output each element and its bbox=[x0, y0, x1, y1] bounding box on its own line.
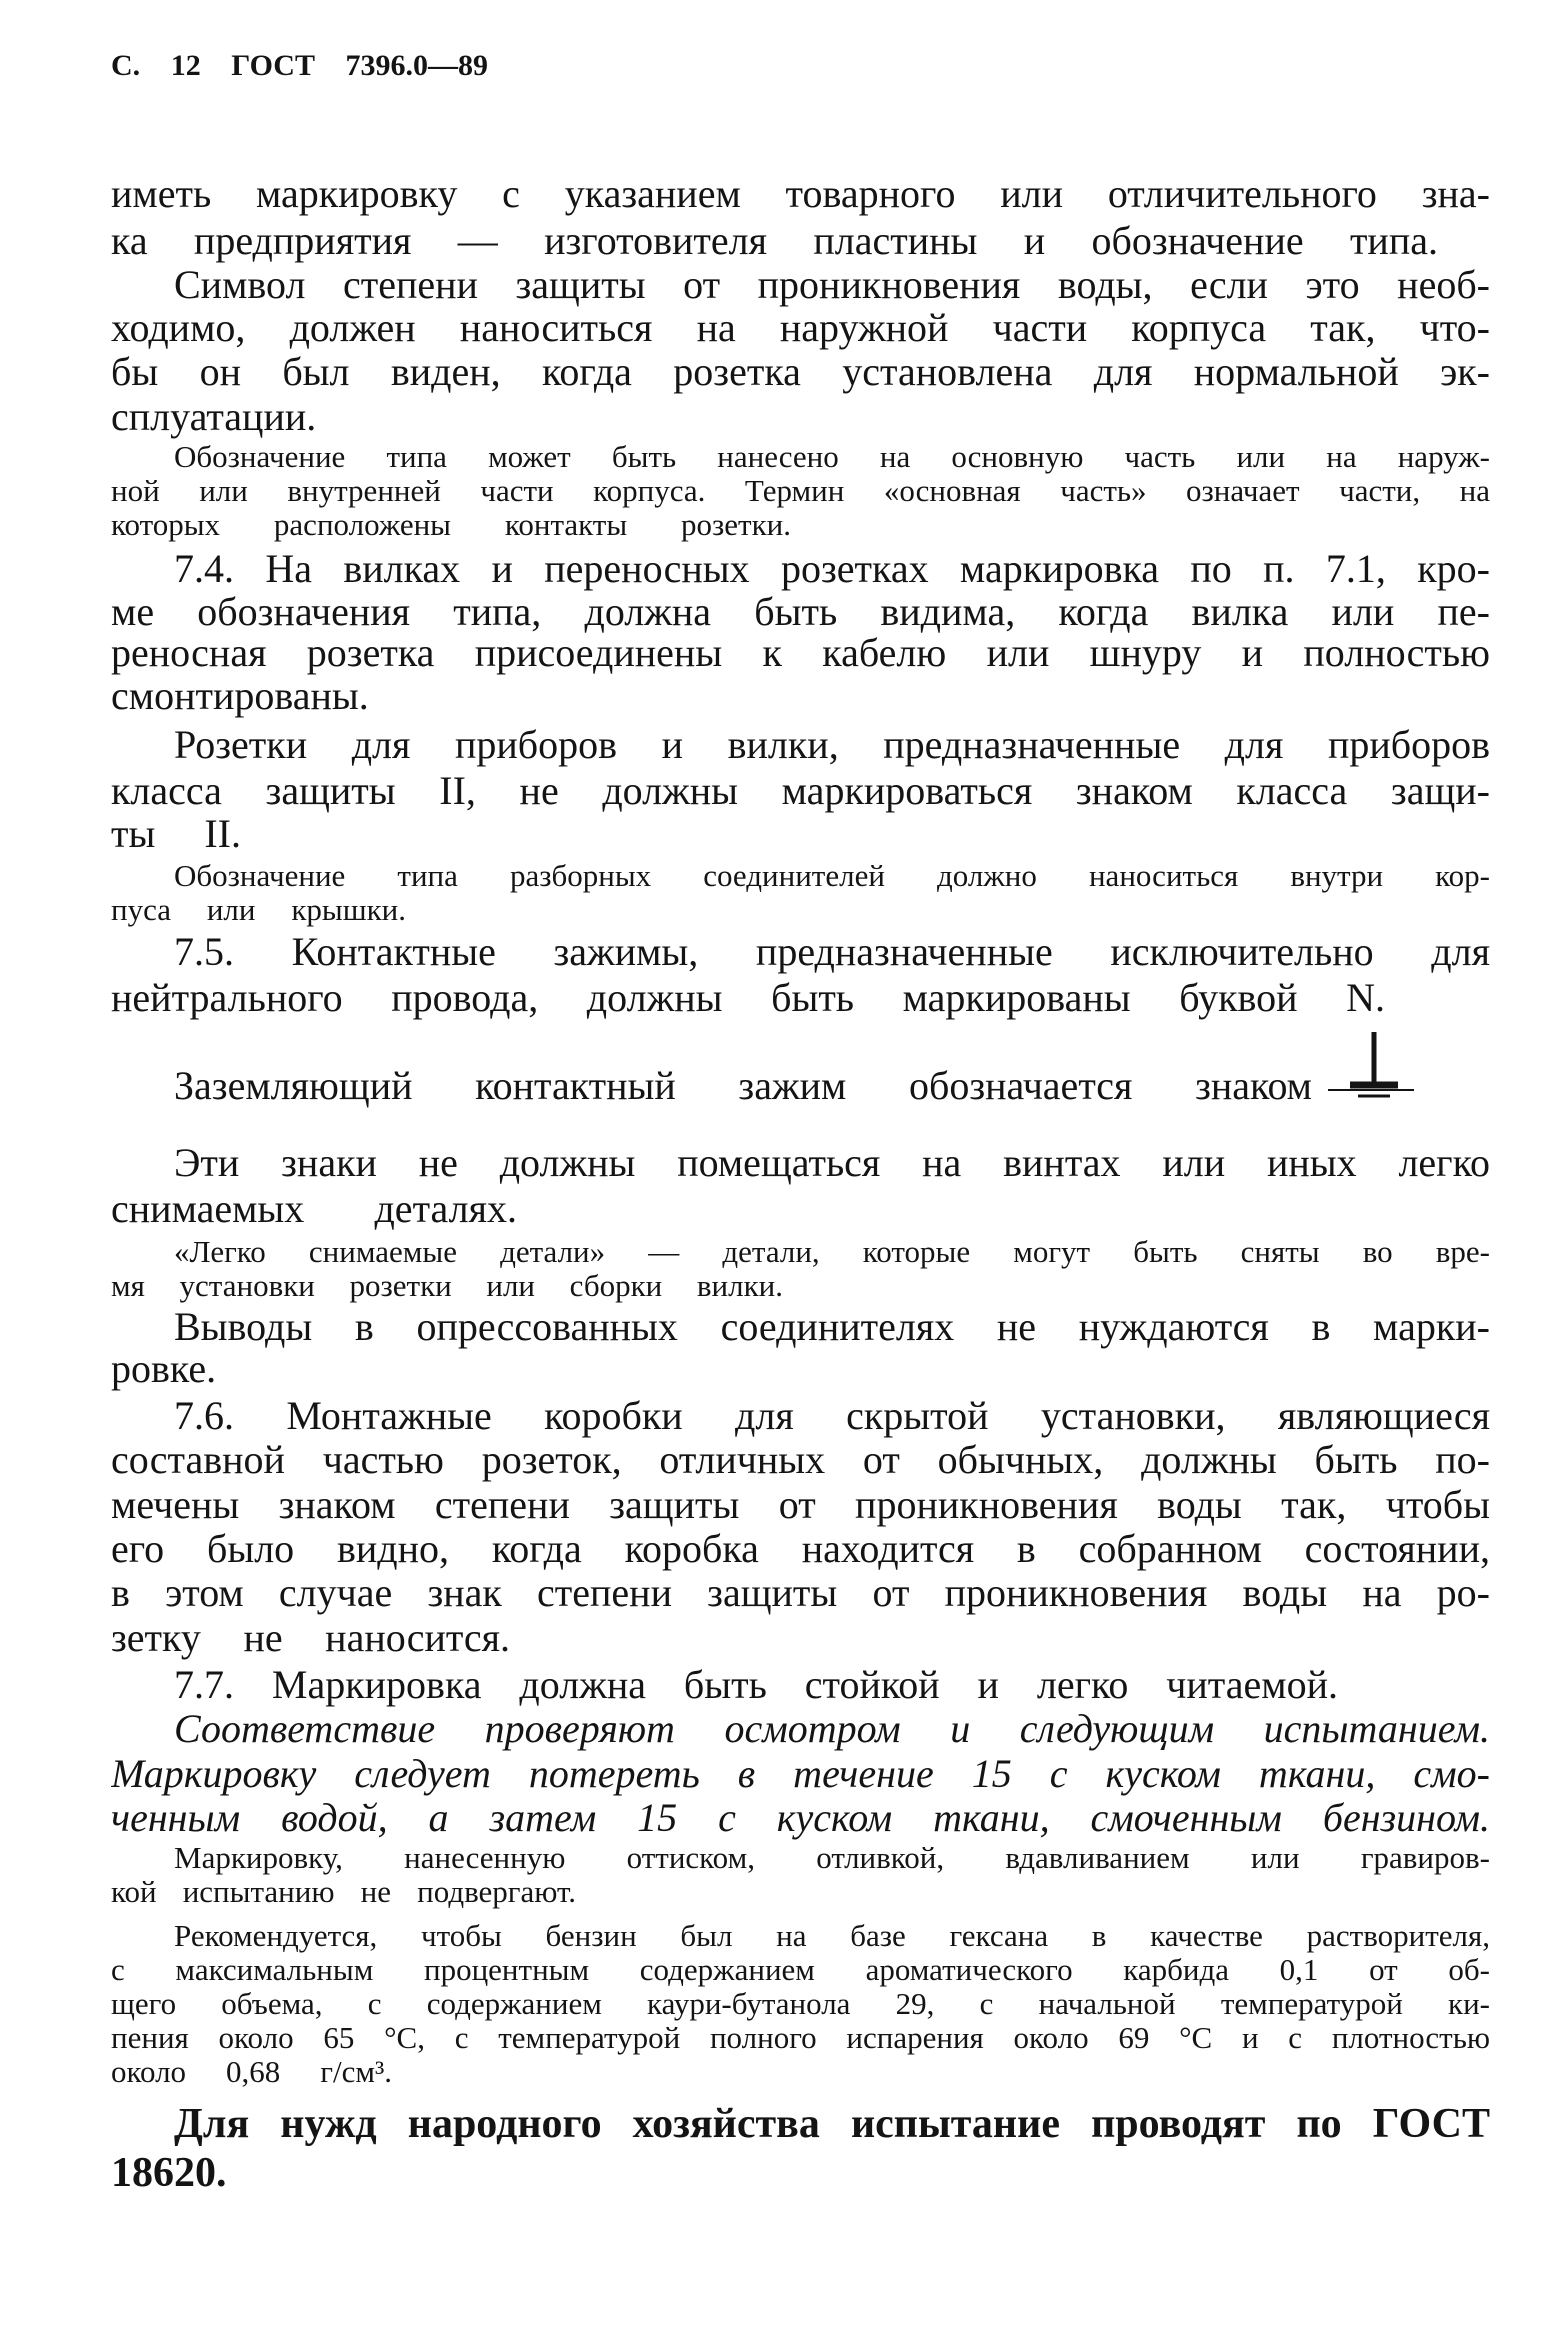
note-line: «Легко снимаемые детали» — детали, которые могут быть сняты во вре- bbox=[174, 1234, 1490, 1269]
bold-line: Для нужд народного хозяйства испытание проводят по ГОСТ bbox=[174, 2101, 1490, 2147]
text-line: составной частью розеток, отличных от обычных, должны быть по- bbox=[111, 1437, 1490, 1482]
text-line: 7.6. Монтажные коробки для скрытой установки, являющиеся bbox=[174, 1393, 1490, 1438]
note-line: около 0,68 г/см³. bbox=[111, 2054, 392, 2089]
note-line: Обозначение типа разборных соединителей должно наноситься внутри кор- bbox=[174, 858, 1490, 893]
note-line: Рекомендуется, чтобы бензин был на базе гексана в качестве растворителя, bbox=[174, 1918, 1490, 1953]
italic-line: Соответствие проверяют осмотром и следующим испытанием. bbox=[174, 1706, 1490, 1751]
text-line: его было видно, когда коробка находится в собранном состоянии, bbox=[111, 1526, 1490, 1571]
clause-7-7: 7.7. Маркировка должна быть стойкой и легко читаемой. bbox=[174, 1662, 1338, 1707]
italic-line: Маркировку следует потереть в течение 15 с куском ткани, смо- bbox=[111, 1751, 1490, 1796]
bold-line: 18620. bbox=[111, 2150, 227, 2196]
text-line: Заземляющий контактный зажим обозначается знаком bbox=[174, 1063, 1312, 1108]
text-line: 7.4. На вилках и переносных розетках маркировка по п. 7.1, кро- bbox=[174, 546, 1490, 591]
text-line: ты II. bbox=[111, 811, 241, 856]
note-line: мя установки розетки или сборки вилки. bbox=[111, 1268, 783, 1303]
text-line: Розетки для приборов и вилки, предназначенные для приборов bbox=[174, 722, 1490, 767]
text-line: сплуатации. bbox=[111, 394, 317, 439]
note-line: ной или внутренней части корпуса. Термин «основная часть» означает части, на bbox=[111, 473, 1490, 508]
text-line: в этом случае знак степени защиты от проникновения воды на ро- bbox=[111, 1570, 1490, 1615]
text-line: зетку не наносится. bbox=[111, 1615, 510, 1660]
text-line: нейтрального провода, должны быть маркированы буквой N. bbox=[111, 975, 1385, 1020]
note-line: пуса или крышки. bbox=[111, 892, 406, 927]
text-line: ка предприятия — изготовителя пластины и обозначение типа. bbox=[111, 218, 1438, 263]
page-header: С. 12 ГОСТ 7396.0—89 bbox=[111, 49, 488, 82]
text-line: иметь маркировку с указанием товарного или отличительного зна- bbox=[111, 171, 1490, 216]
text-line: смонтированы. bbox=[111, 673, 369, 718]
note-line: с максимальным процентным содержанием ароматического карбида 0,1 от об- bbox=[111, 1952, 1490, 1987]
note-line: Маркировку, нанесенную оттиском, отливкой, вдавливанием или гравиров- bbox=[174, 1840, 1490, 1875]
italic-line: ченным водой, а затем 15 с куском ткани, смоченным бензином. bbox=[111, 1795, 1490, 1840]
text-line: ровке. bbox=[111, 1346, 217, 1391]
note-line: Обозначение типа может быть нанесено на основную часть или на наруж- bbox=[174, 439, 1490, 474]
note-line: пения около 65 °С, с температурой полного испарения около 69 °С и с плотностью bbox=[111, 2020, 1490, 2055]
text-line: реносная розетка присоединены к кабелю или шнуру и полностью bbox=[111, 630, 1490, 675]
earth-ground-icon bbox=[1326, 1030, 1416, 1106]
text-line: класса защиты II, не должны маркироваться знаком класса защи- bbox=[111, 768, 1490, 813]
note-line: щего объема, с содержанием каури-бутанола 29, с начальной температурой ки- bbox=[111, 1986, 1490, 2021]
text-line: Символ степени защиты от проникновения воды, если это необ- bbox=[174, 262, 1490, 307]
text-line: снимаемых деталях. bbox=[111, 1186, 517, 1231]
text-line: мечены знаком степени защиты от проникновения воды так, чтобы bbox=[111, 1482, 1490, 1527]
text-line: Выводы в опрессованных соединителях не нуждаются в марки- bbox=[174, 1304, 1490, 1349]
text-line: ме обозначения типа, должна быть видима, когда вилка или пе- bbox=[111, 589, 1490, 634]
note-line: которых расположены контакты розетки. bbox=[111, 507, 791, 542]
text-line: 7.5. Контактные зажимы, предназначенные исключительно для bbox=[174, 929, 1490, 974]
text-line: Эти знаки не должны помещаться на винтах или иных легко bbox=[174, 1140, 1490, 1185]
text-line: ходимо, должен наноситься на наружной части корпуса так, что- bbox=[111, 305, 1490, 350]
note-line: кой испытанию не подвергают. bbox=[111, 1874, 576, 1909]
text-line: бы он был виден, когда розетка установлена для нормальной эк- bbox=[111, 349, 1490, 394]
